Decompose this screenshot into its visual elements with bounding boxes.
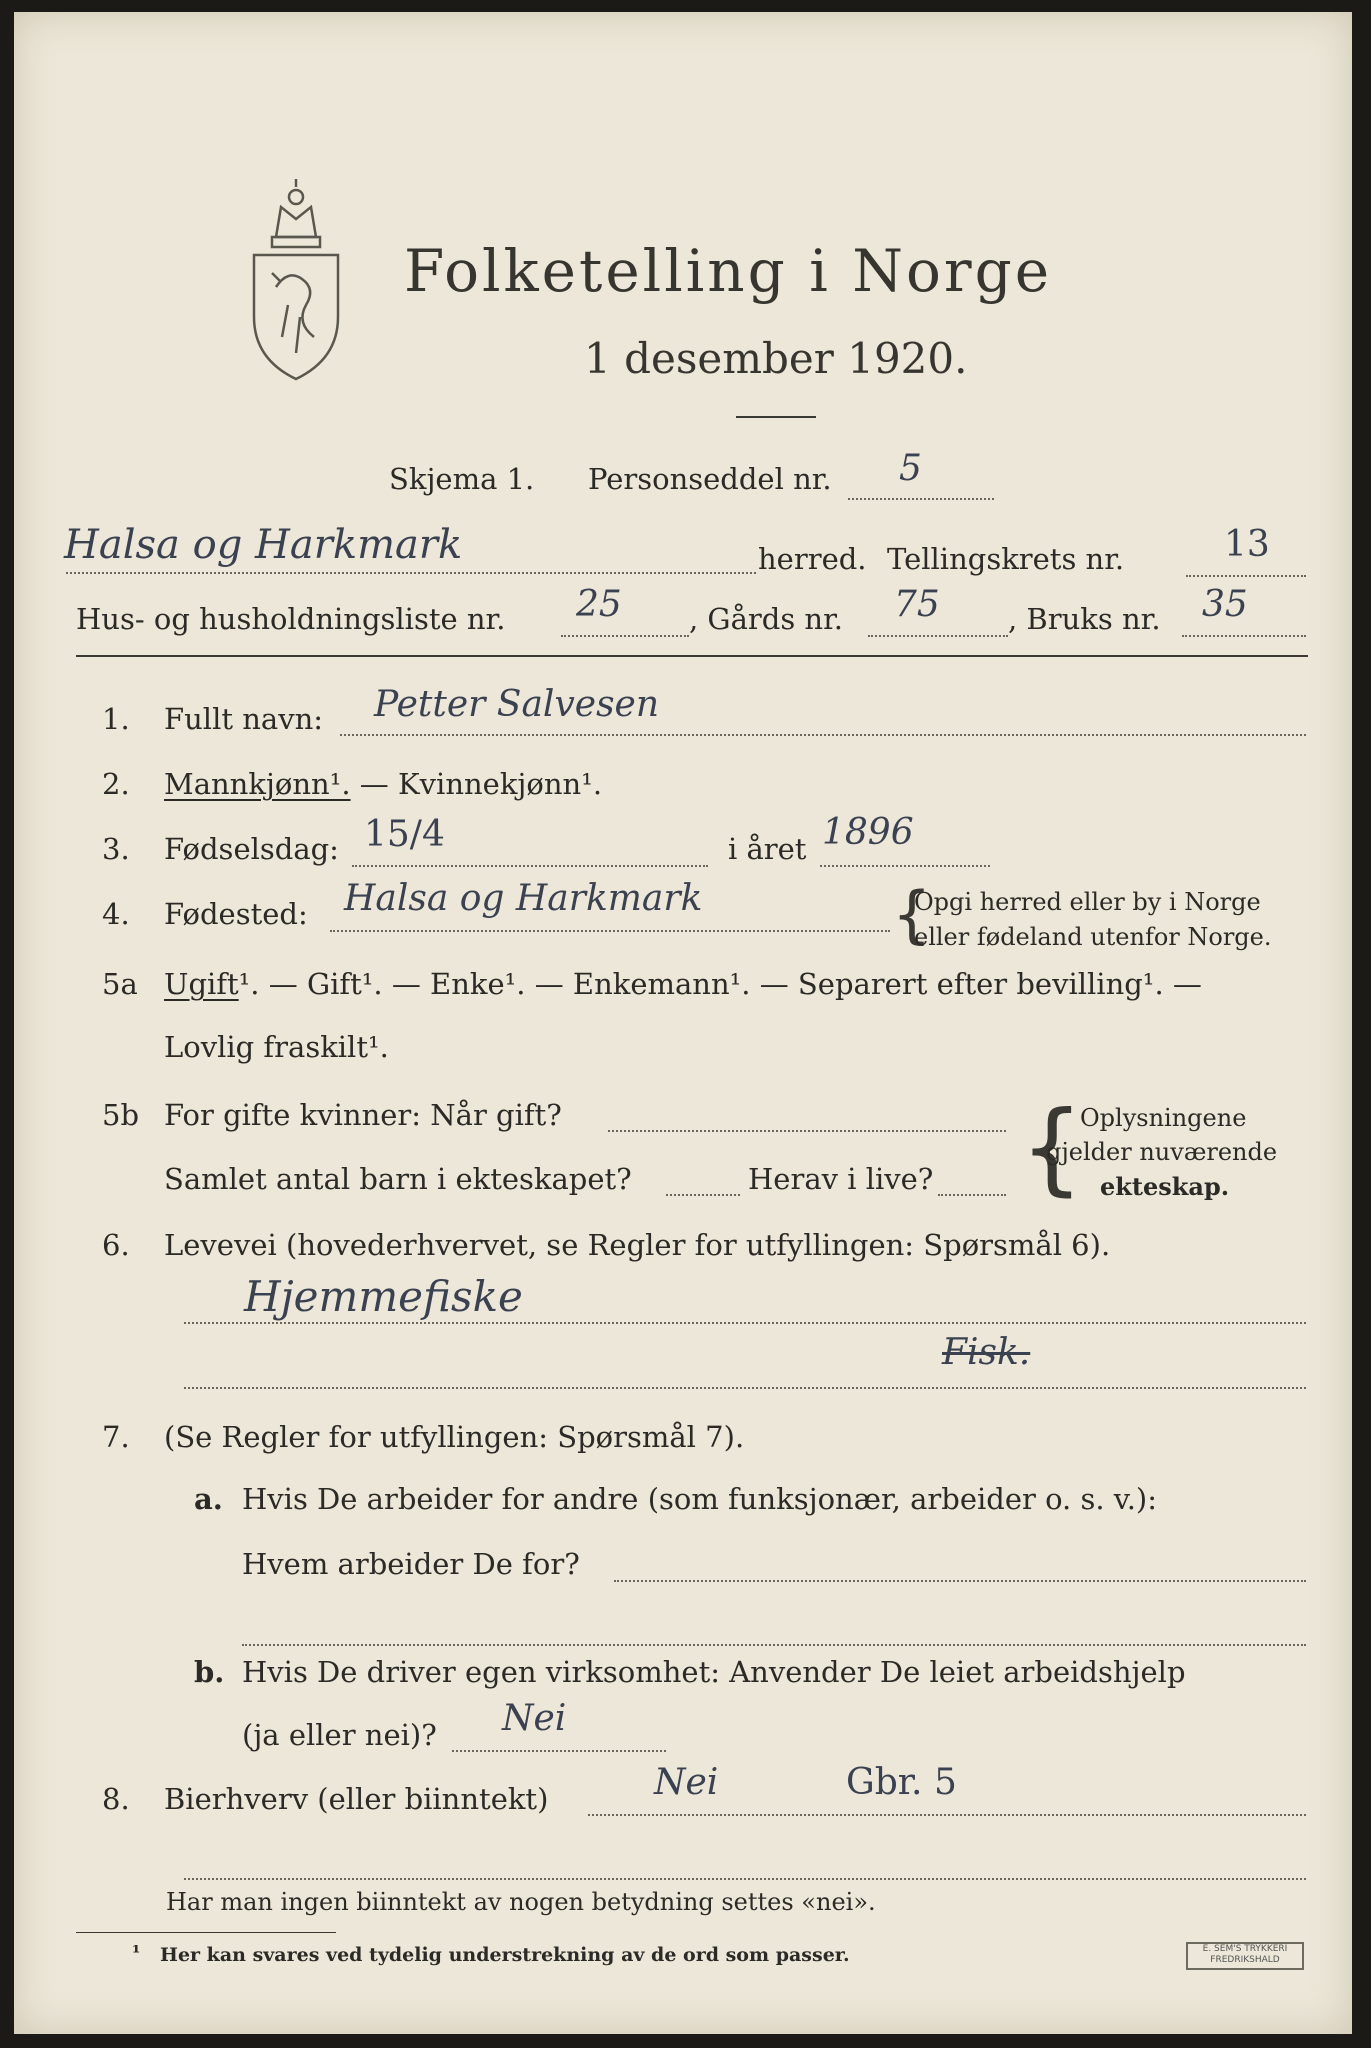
- naar-gift-label: For gifte kvinner: Når gift?: [164, 1098, 562, 1132]
- bierhverv-label: Bierhverv (eller biinntekt): [164, 1782, 549, 1816]
- fodested-label: Fødested:: [164, 897, 308, 931]
- arbeidshjelp-value[interactable]: Nei: [502, 1698, 567, 1739]
- personseddel-value[interactable]: 5: [899, 448, 922, 489]
- tellingskrets-value[interactable]: 13: [1224, 524, 1270, 565]
- fullt-navn-value[interactable]: Petter Salvesen: [374, 684, 660, 725]
- coat-of-arms-icon: [236, 177, 356, 387]
- ugift-option[interactable]: Ugift: [164, 967, 239, 1001]
- skjema-label: Skjema 1.: [389, 462, 535, 496]
- gards-value[interactable]: 75: [894, 584, 940, 625]
- census-form-page: Folketelling i Norge 1 desember 1920. Skjema 1. Personseddel nr. 5 Halsa og Harkmark herred. Tellingskrets nr. 13 Hus- og husholdningsliste nr. 25 , Gårds nr. 75 , Bruks nr. 35 1. Fullt navn: Petter Salvesen 2. Mannkjønn¹. — Kvinnekjønn¹. 3. Fødselsdag: 15/4 i året 1896 4. Fødested: Halsa og Harkmark { Opgi herred eller by i Norge eller fødeland utenfor Norge. 5a Ugift¹. — Gift¹. — Enke¹. — Enkemann¹. — Separert efter bevilling¹. — Lovlig fraskilt¹. 5b For gifte kvinner: Når gift? Samlet antal barn i ekteskapet? Herav i live? { Oplysningene gjelder nuværende ekteskap. 6. Levevei (hovederhvervet, se Regler for utfyllingen: Spørsmål 6). Hjemmefiske Fisk. 7. (Se Regler for utfyllingen: Spørsmål 7). a. Hvis De arbeider for andre (som funksjonær, arbeider o. s. v.): Hvem arbeider De for? b. Hvis De driver egen virksomhet: Anvender De leiet arbeidshjelp (ja eller nei)? Nei 8. Bierhverv (eller biinntekt) Nei Gbr. 5 Har man ingen biinntekt av nogen betydning settes «nei». ¹ Her kan svares ved tydelig understrekning av de ord som passer. E. SEM'S TRYKKERI FREDRIKSHALD: [14, 12, 1352, 2034]
- levevei-value[interactable]: Hjemmefiske: [244, 1272, 523, 1321]
- q7b-line1: Hvis De driver egen virksomhet: Anvender De leiet arbeidshjelp: [242, 1655, 1186, 1689]
- footnote-mark: ¹: [132, 1942, 141, 1964]
- sivilstand-line: Ugift¹. — Gift¹. — Enke¹. — Enkemann¹. — Separert efter bevilling¹. —: [164, 967, 1202, 1001]
- levevei-value-2[interactable]: Fisk.: [942, 1332, 1031, 1373]
- gards-label: , Gårds nr.: [689, 602, 843, 636]
- antal-barn-field[interactable]: [666, 1194, 740, 1196]
- aar-value[interactable]: 1896: [822, 812, 914, 853]
- footnote-text: Her kan svares ved tydelig understrekning av de ord som passer.: [160, 1944, 850, 1966]
- q7-label: (Se Regler for utfyllingen: Spørsmål 7).: [164, 1420, 745, 1454]
- herav-i-live-field[interactable]: [938, 1194, 1006, 1196]
- aar-label: i året: [728, 832, 807, 866]
- levevei-label: Levevei (hovederhvervet, se Regler for utfyllingen: Spørsmål 6).: [164, 1228, 1111, 1262]
- husholdningsliste-label: Hus- og husholdningsliste nr.: [76, 602, 506, 636]
- herred-label: herred.: [758, 542, 867, 576]
- fodested-note-1: Opgi herred eller by i Norge: [914, 888, 1261, 916]
- title-divider: [736, 416, 816, 418]
- printer-stamp: E. SEM'S TRYKKERI FREDRIKSHALD: [1186, 1942, 1304, 1970]
- herav-i-live-label: Herav i live?: [748, 1162, 934, 1196]
- bierhverv-value[interactable]: Nei: [654, 1762, 719, 1803]
- tellingskrets-label: Tellingskrets nr.: [887, 542, 1125, 576]
- fodselsdag-value[interactable]: 15/4: [364, 814, 445, 855]
- bruks-value[interactable]: 35: [1202, 584, 1248, 625]
- arbeidsgiver-field[interactable]: [614, 1580, 1306, 1582]
- antal-barn-label: Samlet antal barn i ekteskapet?: [164, 1162, 632, 1196]
- header-rule: [76, 655, 1308, 657]
- q7a-line1: Hvis De arbeider for andre (som funksjonær, arbeider o. s. v.):: [242, 1482, 1158, 1516]
- bierhverv-code[interactable]: Gbr. 5: [846, 1762, 957, 1803]
- mannkjonn-option[interactable]: Mannkjønn¹.: [164, 767, 351, 801]
- personseddel-label: Personseddel nr.: [588, 462, 832, 496]
- herred-value[interactable]: Halsa og Harkmark: [64, 522, 463, 568]
- q7a-line2: Hvem arbeider De for?: [242, 1547, 580, 1581]
- lovlig-fraskilt-option[interactable]: Lovlig fraskilt¹.: [164, 1030, 389, 1064]
- husholdningsliste-value[interactable]: 25: [576, 584, 622, 625]
- fodested-value[interactable]: Halsa og Harkmark: [344, 878, 703, 919]
- biinntekt-note: Har man ingen biinntekt av nogen betydning settes «nei».: [166, 1888, 876, 1916]
- document-title: Folketelling i Norge: [404, 237, 1053, 305]
- fullt-navn-label: Fullt navn:: [164, 702, 324, 736]
- fodested-note-2: eller fødeland utenfor Norge.: [914, 923, 1272, 951]
- naar-gift-field[interactable]: [608, 1130, 1006, 1132]
- fodselsdag-label: Fødselsdag:: [164, 832, 339, 866]
- bruks-label: , Bruks nr.: [1008, 602, 1161, 636]
- kvinnekjonn-option[interactable]: Kvinnekjønn¹.: [398, 767, 603, 801]
- q7b-line2: (ja eller nei)?: [242, 1718, 437, 1752]
- census-date: 1 desember 1920.: [584, 334, 968, 383]
- gender-line: Mannkjønn¹. — Kvinnekjønn¹.: [164, 767, 603, 801]
